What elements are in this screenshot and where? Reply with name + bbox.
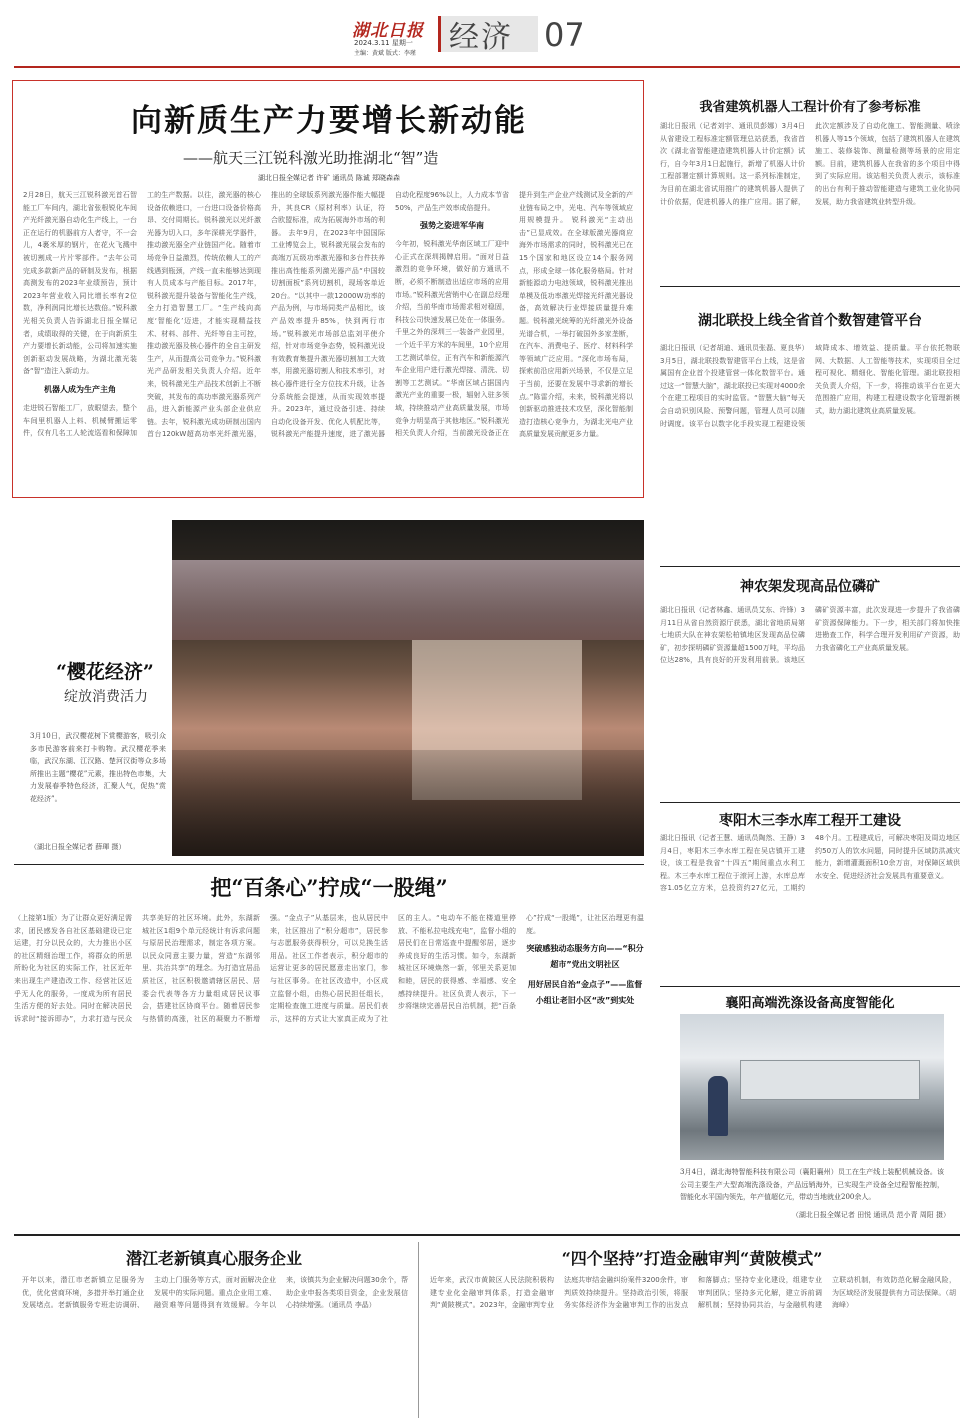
right-1-headline: 我省建筑机器人工程计价有了参考标准	[699, 100, 921, 115]
lead-subheadline: ——航天三江锐科激光助推湖北“智”造	[183, 149, 439, 167]
story-b-headline: 把“百条心”拧成“一股绳”	[210, 875, 448, 900]
bottom-2-headline: “四个坚持”打造金融审判“黄陂模式”	[561, 1249, 823, 1268]
masthead-rule	[14, 66, 960, 68]
photo-canopy	[172, 560, 644, 640]
right-3-text: 湖北日报讯（记者林鑫、通讯员艾东、许锋）3月11日从省自然资源厅获悉，湖北省地质局第七地质大队在神农架松柏镇地区发现高品位磷矿，初步探明磷矿资源量超1500万吨，平均品位达28%，具有良好的开发利用前景。该地区磷矿资源丰富，此次发现进一步提升了我省磷矿资源保障能力。下一步，相关部门将加快推进勘查工作，科学合理开发利用矿产资源，助力我省磷化工产业高质量发展。	[660, 606, 960, 665]
bottom-2-body	[430, 1274, 956, 1414]
section-name: 经济	[449, 20, 513, 55]
right-5-credit: （湖北日报全媒记者 田悦 通讯员 范小青 周阳 摄）	[791, 1211, 950, 1219]
bottom-1-body	[22, 1274, 408, 1414]
lead-headline: 向新质生产力要增长新动能	[131, 103, 527, 139]
right-3-body	[660, 604, 960, 798]
bottom-1-text: 开年以来，潜江市老新镇立足服务为优，优化营商环境，多措并举打通企业发展堵点。老新镇服务专班走访调研、主动上门服务等方式，面对面解决企业发展中的实际问题。重点企业用工难、融资难等问题得到有效缓解。今年以来，该镇共为企业解决问题30余个，帮助企业申报各类项目资金，企业发展信心持续增强。（通讯员 李晶）	[22, 1276, 408, 1310]
right-2-body	[660, 342, 960, 556]
bottom-divider	[418, 1242, 419, 1418]
photo-feature-caption	[30, 730, 166, 836]
photo-feature-subtitle: 绽放消费活力	[64, 689, 148, 705]
right-4-text: 湖北日报讯（记者王慧、通讯员陶然、王静）3月4日，枣阳木三李水库工程在吴店镇开工建设，该工程是我省“十四五”期间重点水利工程。木三李水库工程位于滚河上游，水库总库容1.05亿立方米，总投资约27亿元，工期约48个月。工程建成后，可解决枣阳及周边地区约50万人的饮水问题，同时提升区域防洪减灾能力，新增灌溉面积10余万亩，对保障区域供水安全、促进经济社会发展具有重要意义。	[660, 834, 960, 893]
lead-story-box	[12, 80, 644, 498]
caption-text: 3月10日，武汉樱花树下赏樱游客，吸引众多市民游客前来打卡购物。武汉樱花季来临，武汉东湖、江汉路、楚河汉街等众多场所推出主题“樱花”元素，推出特色市集，大力发展春季特色经济，汇聚人气，促热“赏花经济”。	[30, 732, 166, 803]
photo-feature-credit: （湖北日报全媒记者 薛琿 摄）	[30, 843, 126, 851]
bottom-rule	[14, 1234, 960, 1236]
bottom-story-1	[14, 1240, 414, 1418]
r5-caption-text: 3月4日，湖北海特智能科技有限公司（襄阳襄州）员工在生产线上装配机械设备。该公司主要生产大型高端洗涤设备，产品远销海外，已实现生产设备全过程智能控制，智能化水平国内领先，年产值超亿元，带动当地就业200余人。	[680, 1168, 944, 1202]
section-badge	[438, 16, 538, 55]
right-4-body	[660, 832, 960, 980]
right-rule-3	[660, 802, 960, 803]
right-rule-1	[660, 286, 960, 287]
right-4-headline: 枣阳木三李水库工程开工建设	[719, 813, 901, 829]
right-column	[660, 80, 960, 1228]
right-5-headline: 襄阳高端洗涤设备高度智能化	[725, 996, 895, 1011]
photo-feature-title: “樱花经济”	[56, 661, 154, 683]
lead-para-1: 2月28日，航天三江锐科激光首石智能工厂车间内，湖北省张根锐化车间产光纤激光器自动化生产线上，一台正在运行的机器前方人者守，不一会儿，4裹米厚的钢片，在花火飞溅中被切割成一片片零部件。“去年公司完成多款新产品的研制及发布，根据高测发布的2023年业绩预告，预计2023年营业收入同比增长率有2位数，净利润同比增长达数倍。”锐科激光相关负责人告诉湖北日报全媒记者，成绩取得的关键，在于向新质生产力要增长新动能，公司将加速实施创新驱动发展战略，为湖北激光装备“智”造注入新动力。	[23, 191, 137, 376]
story-b-text: （上接第1版）为了让群众更好满足需求，团民感发各自社区基础建设已定运建，打分以民众的，大力推出小区的社区精细治理工作，将群众的所思所盼化为社区的实际工作，社区近年来出现生产建造改工作、经营社区近乎无人化的服务，一度成为所有居民生活方便的好去处。同时在解决居民诉求时“接诉即办”，力求打造与民众共享美好的社区环境。此外，东湖新城社区1组9个单元经统计有诉求问题与原居民治理需求，制定各项方案。以民众同意主要力量，营造“东湖邻里、共治共享”的理念。为打造宜居品质社区，社区积极邀请辖区居民、居委会代表等各方力量组成居民议事会，搭建社区协商平台。随着居民参与热情的高涨，社区的凝聚力不断增强。“金点子”从基层来，也从居民中来，社区推出了“积分超市”，居民参与志愿服务获得积分，可以兑换生活用品。社区工作者表示，积分超市的运营让更多的居民愿意走出家门，参与社区事务。在社区改造中，小区成立监督小组，由热心居民担任组长，定期检查施工进度与质量。居民们表示，这样的方式让大家真正成为了社区的主人。“电动车不能在楼道里停放、不能私拉电线充电”，监督小组的居民们在日常巡查中提醒邻居，逐步养成良好的生活习惯。如今，东湖新城社区环境焕然一新，邻里关系更加和睦，居民的获得感、幸福感、安全感持续提升。社区负责人表示，下一步将继续完善居民自治机制，把“百条心”拧成“一股绳”，让社区治理更有温度。	[14, 914, 644, 1023]
bottom-1-headline: 潜江老新镇真心服务企业	[125, 1249, 302, 1268]
photo-crowd	[172, 750, 644, 856]
washing-equipment-photo	[680, 1014, 944, 1160]
lead-para-3: 去年9月，在2023年中国国际工业博览会上，锐科激光展会发布的高端万瓦级功率激光器和多台件扶养推出高性能系列激光器产品“中国较切割面板”系列切割机，现场客单近20台。“以其中一款12000W功率的产品为例，与市场同类产品相比，该产品效率提升85%，快到两行市场。”锐科激光市场部总监刘平使介绍，针对市场竞争态势，锐科激光设有效教育集提升激光器切割加工大效率，用激光器切割人和技术率引，对核心器件进行全方位技术升级，让各分系统能会提速，从而实现效率提升。2023年，通过设备引进、持续自动化设备开发、优化人机配比等，锐科激光产能提升速度，进了激光器自动化程度96%以上，人力成本节省50%，产品生产效率成倍提升。	[271, 191, 509, 439]
story-b-subhead-1: 突破感独动态服务方向——“积分超市”党出文明社区	[526, 944, 644, 970]
lead-byline: 湖北日报全媒记者 许矿 通讯员 陈诚 郑晓森森	[258, 174, 400, 182]
lead-para-5: 锐科激光“主动出击”已显成效。在全球版激光器商应海外市场需求的同时，锐科激光已在15个国家和地区设立14个服务网点，形成全球一体化服务格局。针对新能源动力电池领域，锐科激光推出单模及低功率激光焊接光纤激光器设备，高效解决行业焊接质量提升难题。锐科激光统筹的光纤激光外设备光谱合机，一举打破国外多家垄断，在汽车、消费电子、医疗、材料科学等领域广泛应用。“深化市场布局，探索前沿应用新兴场景，不仅是立足于当前，还要在发展中寻求新的增长点。”陈雷介绍，未来，锐科激光将以创新驱动推进技术攻坚，深化智能制造打造核心竞争力，为湖北光电产业高质量发展贡献更多力量。	[519, 216, 633, 439]
machine-shape	[740, 1060, 920, 1100]
right-5-caption	[680, 1166, 944, 1206]
page-number: 07	[544, 16, 585, 54]
issue-date: 2024.3.11 星期一	[354, 39, 413, 47]
lead-subhead-robots: 机器人成为生产主角	[44, 384, 116, 394]
bottom-2-text: 近年来，武汉市黄陂区人民法院积极构建专业化金融审判体系，打造金融审判“黄陂模式”。2023年，金融审判专业法庭共审结金融纠纷案件3200余件，审判质效持续提升。坚持政治引领，将服务实体经济作为金融审判工作的出发点和落脚点；坚持专业化建设，组建专业审判团队；坚持多元化解，建立诉前调解机制；坚持协同共治，与金融机构建立联动机制，有效防范化解金融风险，为区域经济发展提供有力司法保障。（胡海峰）	[430, 1276, 956, 1310]
right-rule-2	[660, 566, 960, 567]
right-1-text: 湖北日报讯（记者刘宇、通讯员彭娜）3月4日从省建设工程标准定额管理总站获悉，我省首次《湖北省智能建造建筑机器人计价定额》试行，自今年3月1日起施行，新增了机器人计价工程部署定额计算规则。这一系列标准制定，为目前在湖北省试用推广的建筑机器人提供了计价依据，促进机器人的推广应用。据了解，此次定额涉及了自动化施工、智能测量、喷涂机器人等15个领域，包括了建筑机器人在建筑施工、装修装饰、测量检测等场景的应用定额。目前，建筑机器人在我省的多个项目中得到了实际应用。该站相关负责人表示，该标准的出台有利于推动智能建造与建筑工业化协同发展，助力我省建筑业转型升级。	[660, 122, 960, 206]
newspaper-logo: 湖北日报	[352, 21, 424, 41]
masthead	[352, 14, 692, 60]
right-1-body	[660, 120, 960, 272]
story-b-subhead-2: 用好居民自治“金点子”——监督小组让老旧小区“改”到实处	[527, 980, 643, 1006]
right-2-headline: 湖北联投上线全省首个数智建管平台	[698, 313, 922, 329]
bottom-story-2	[424, 1240, 960, 1418]
page-editors: 主编：黄斌 版式：李瑾	[354, 50, 416, 57]
lead-subhead-southchina: 强势之姿进军华南	[420, 221, 484, 231]
cherry-blossom-market-photo	[172, 520, 644, 856]
story-b-body	[14, 912, 644, 1228]
lead-para-4: 今年初，锐科激光华南区域工厂迎中心正式在深圳揭牌启用。“面对日益激烈的竞争环境，做好前方通讯不断，必须不断制造出适应市场的应用市场。”锐科激光营销中心在副总经理介绍，当前华南市场需求相对稳固，科技公司快速发展已处在一体服务。千里之外的深圳三一装备产业园里，一个近千平方米的车间里，10个应用工艺测试单位，正有汽车和新能源汽车企业用户进行激光焊接、清洗、切割等工艺测试。“华南区域占据国内激光产业的重要一极，辐射入驻多领域，持续推动产业高质量发展，市场竞争力明显高于其他地区。”锐科激光相关负责人介绍，当前激光设备正在提升到生产企业产线测试及全新的产业链布局之中，光电、汽车等领域应用规模提升。	[395, 191, 633, 438]
right-rule-4	[660, 986, 960, 987]
story-b-rule	[14, 864, 644, 865]
worker-shape	[708, 1076, 728, 1136]
lead-body	[23, 189, 633, 493]
right-3-headline: 神农架发现高品位磷矿	[740, 579, 880, 595]
lead-para-2: 走进锐石智能工厂，放眼望去，整个车间里机器人上料、机械臂搬运零件，仅有几名工人轮流巡看和保障加工的生产数据。以往，激光器的核心设备依赖进口，一台进口设备价格高昂、交付周期长。锐科激光以光纤激光器为切入口，多年深耕光学器件，推动激光器全产业链国产化。随着市场竞争日益激烈，传统依赖人工的产线遇到瓶颈，产线一直未能够达到现有人员成本与产能目标。2017年，锐科激光提升装备与智能化生产线，全力打造智慧工厂。“生产线向高度‘智能化’迈进，才能实现精益技术、材料、部件、光纤等自主可控，推动激光器及核心器件的全自主研发生产，从而提高公司竞争力。”锐科激光产品研发相关负责人介绍。近年来，锐科激光生产品技术创新上不断突破，其发布的高功率激光器系列产品，进入新能源产业头部企业供应链。去年，锐科激光成功研制出国内首台120kW超高功率光纤激光器，推出的全球版系列激光器作能大幅提升，其良CR（原材利率）认证，符合欧盟标准，成为拓展海外市场的利器。	[23, 191, 385, 439]
right-2-text: 湖北日报讯（记者胡迪、通讯员张磊、夏良华）3月5日，湖北联投数智建管平台上线，这是省属国有企业首个投建管营一体化数智平台。通过这一“智慧大脑”，湖北联投已实现对4000余个在建工程项目的实时监管。“智慧大脑”每天会自动识别风险、预警问题，管理人员可以随时调度。该平台以数字化手段实现工程建设领域降成本、增效益、提质量。平台依托物联网、大数据、人工智能等技术，实现项目全过程可视化、精细化、智能化管理。湖北联投相关负责人介绍，下一步，将推动该平台在更大范围推广应用，构建工程建设数字化管理新模式，助力湖北建筑业高质量发展。	[660, 344, 960, 428]
